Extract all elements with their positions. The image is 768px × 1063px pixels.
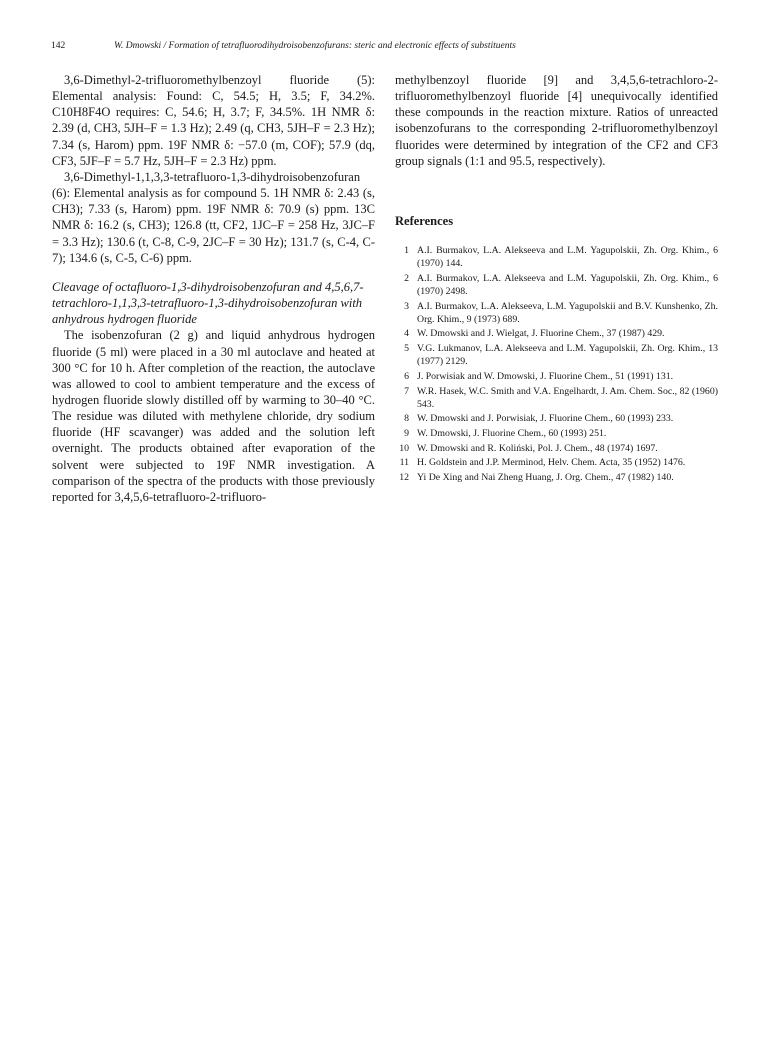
continuation-paragraph: methylbenzoyl fluoride [9] and 3,4,5,6-tetrachloro-2-trifluoromethylbenzoyl fluoride [4] unequivocally identified these compounds in the reaction mixture. Ratios of unreacted isobenzofurans to the corresponding 2-trifluoromethylbenzoyl fluorides were determined by integration of the CF2 and CF3 group signals (1:1 and 95.5, respectively). bbox=[395, 73, 718, 168]
reference-item: 8 W. Dmowski and J. Porwisiak, J. Fluorine Chem., 60 (1993) 233. bbox=[404, 413, 674, 425]
reference-item: 1 A.I. Burmakov, L.A. Alekseeva and L.M. Yagupolskii, Zh. Org. Khim., 6 (1970) 144. bbox=[404, 245, 718, 270]
page-number: 142 bbox=[51, 41, 66, 51]
references-title: References bbox=[395, 214, 454, 228]
reference-item: 12 Yi De Xing and Nai Zheng Huang, J. Org. Chem., 47 (1982) 140. bbox=[399, 472, 674, 484]
procedure-paragraph: The isobenzofuran (2 g) and liquid anhydrous hydrogen fluoride (5 ml) were placed in a 30 ml autoclave and heated at 300 °C for 10 h. After completion of the reaction, the autoclave was allowed to cool to ambient temperature and the excess of hydrogen fluoride slowly distilled off by warming to 30–40 °C. The residue was diluted with methylene chloride, dry sodium fluoride (HF scavanger) was added and the solution left overnight. The products obtained after evaporation of the solvent were subjected to 19F NMR investigation. A comparison of the spectra of the products with those previously reported for 3,4,5,6-tetrafluoro-2-trifluoro- bbox=[52, 328, 375, 504]
compound-5-data: 3,6-Dimethyl-2-trifluoromethylbenzoyl fluoride (5): Elemental analysis: Found: C, 54.5; H, 3.5; F, 34.2%. C10H8F4O requires: C, 54.6; H, 3.7; F, 34.5%. 1H NMR δ: 2.39 (d, CH3, 5JH–F = 1.3 Hz); 2.49 (q, CH3, 5JH–F = 2.3 Hz); 7.34 (s, Harom) ppm. 19F NMR δ: −57.0 (m, COF); 57.9 (dq, CF3, 5JF–F = 5.7 Hz, 5JH–F = 2.3 Hz) ppm. bbox=[52, 73, 375, 168]
reference-item: 6 J. Porwisiak and W. Dmowski, J. Fluorine Chem., 51 (1991) 131. bbox=[404, 370, 674, 382]
section-heading: Cleavage of octafluoro-1,3-dihydroisobenzofuran and 4,5,6,7-tetrachloro-1,1,3,3-tetrafluoro-1,3-dihydroisobenzofuran with anhydrous hydrogen fluoride bbox=[52, 279, 364, 327]
left-column bbox=[52, 72, 375, 505]
references-list bbox=[395, 244, 718, 486]
reference-item: 9 W. Dmowski, J. Fluorine Chem., 60 (1993) 251. bbox=[404, 427, 607, 439]
compound-6-data: 3,6-Dimethyl-1,1,3,3-tetrafluoro-1,3-dihydroisobenzofuran (6): Elemental analysis as for compound 5. 1H NMR δ: 2.43 (s, CH3); 7.33 (s, Harom) ppm. 19F NMR δ: 70.9 (s) ppm. 13C NMR δ: 16.2 (s, CH3); 126.8 (tt, CF2, 1JC–F = 258 Hz, 3JC–F = 3.3 Hz); 130.6 (t, C-8, C-9, 2JC–F = 30 Hz); 131.7 (s, C-4, C-7); 134.6 (s, C-5, C-6) ppm. bbox=[52, 169, 375, 265]
reference-item: 11 H. Goldstein and J.P. Merminod, Helv. Chem. Acta, 35 (1952) 1476. bbox=[399, 457, 686, 469]
reference-item: 5 V.G. Lukmanov, L.A. Alekseeva and L.M. Yagupolskii, Zh. Org. Khim., 13 (1977) 2129. bbox=[404, 343, 718, 368]
reference-item: 10 W. Dmowski and R. Koliński, Pol. J. Chem., 48 (1974) 1697. bbox=[399, 442, 658, 454]
reference-item: 3 A.I. Burmakov, L.A. Alekseeva, L.M. Yagupolskii and B.V. Kunshenko, Zh. Org. Khim., 9 (1973) 689. bbox=[404, 300, 718, 325]
reference-item: 2 A.I. Burmakov, L.A. Alekseeva and L.M. Yagupolskii, Zh. Org. Khim., 6 (1970) 2498. bbox=[404, 272, 718, 297]
page-header bbox=[51, 41, 671, 57]
reference-item: 7 W.R. Hasek, W.C. Smith and V.A. Engelhardt, J. Am. Chem. Soc., 82 (1960) 543. bbox=[404, 385, 718, 410]
running-head: W. Dmowski / Formation of tetrafluorodihydroisobenzofurans: steric and electronic effects of substituents bbox=[114, 41, 516, 51]
right-column bbox=[395, 72, 718, 169]
reference-item: 4 W. Dmowski and J. Wielgat, J. Fluorine Chem., 37 (1987) 429. bbox=[404, 328, 665, 340]
